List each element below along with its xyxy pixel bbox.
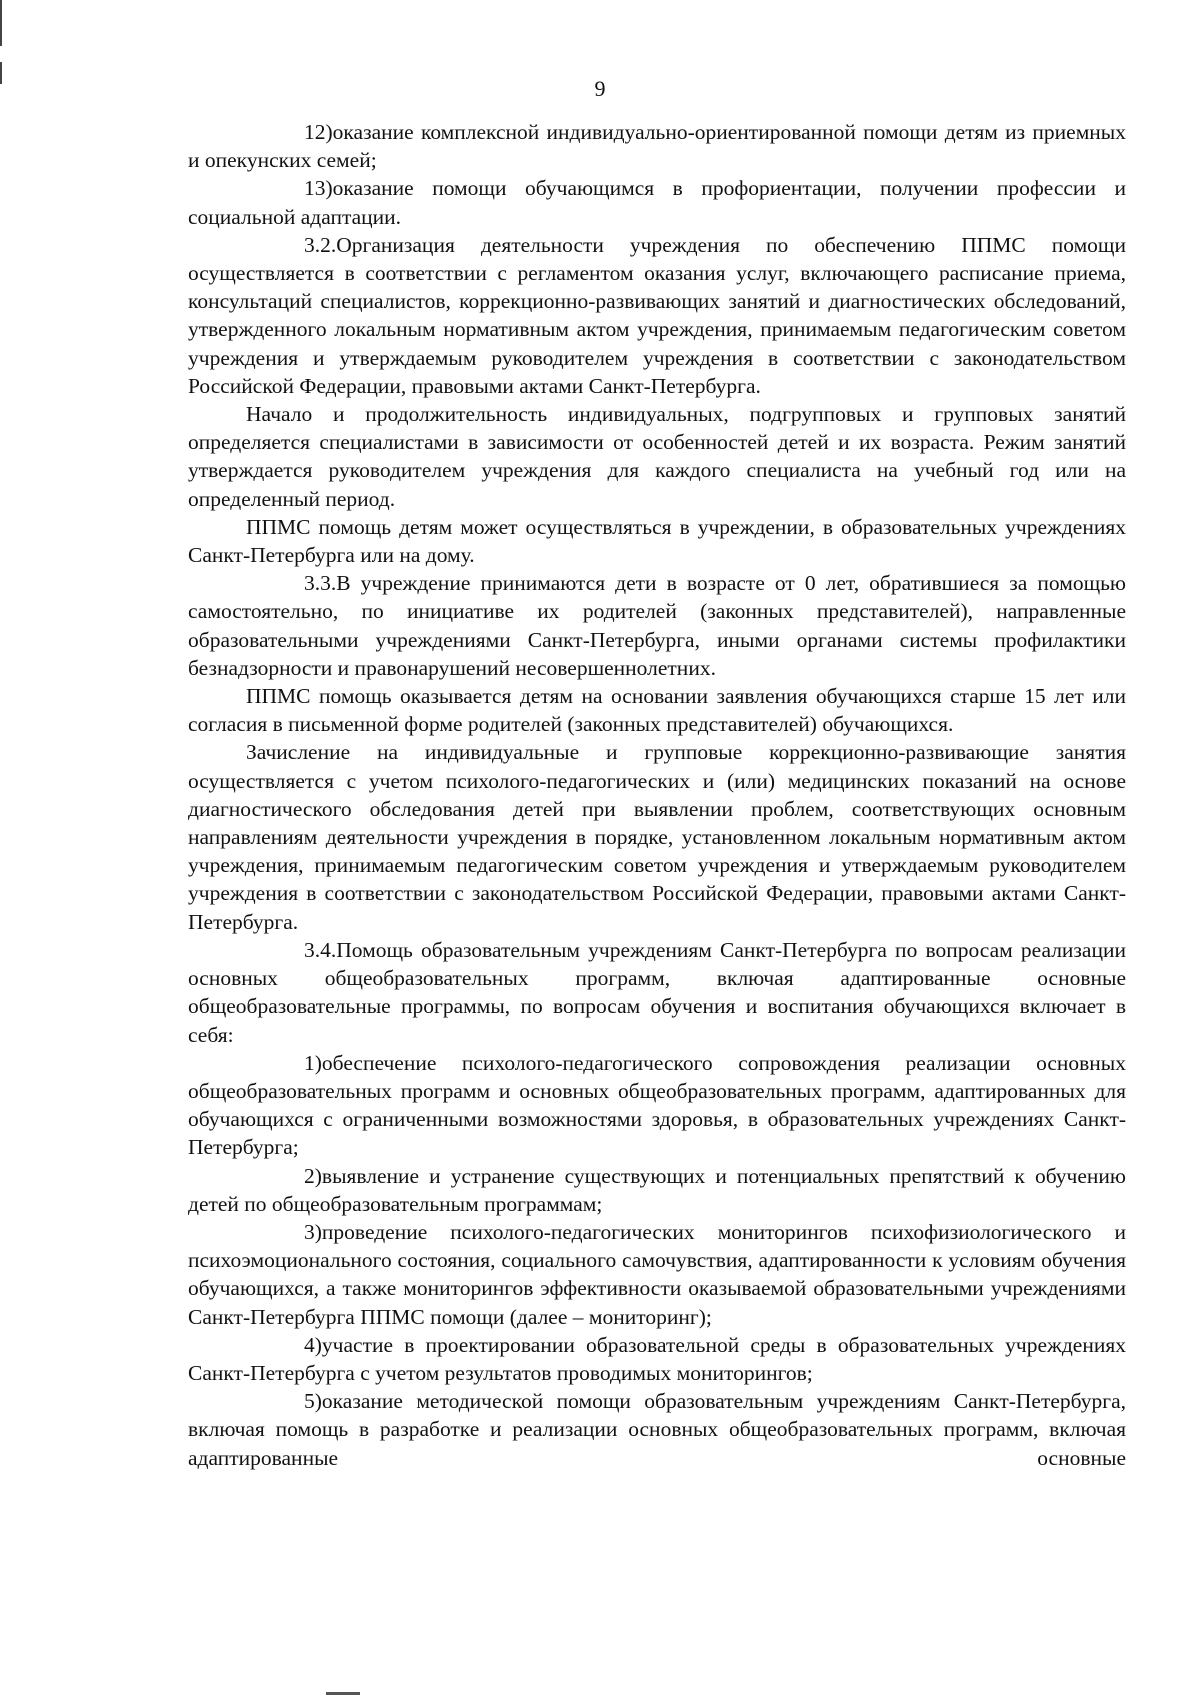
page-number: 9 <box>594 76 606 101</box>
paragraph-text: Начало и продолжительность индивидуальных, подгрупповых и групповых занятий определяется специалистами в зависимости от особенностей детей и их возраста. Режим занятий утверждается руководителем учреждения для каждого специалиста на учебный год или на определенный период. <box>188 402 1126 511</box>
paragraph-text: участие в проектировании образовательной среды в образовательных учреждениях Санкт-Петербурга с учетом результатов проводимых мониторингов; <box>188 1332 1126 1385</box>
item-number: 1) <box>304 1050 322 1075</box>
paragraph-section-3-4 <box>188 936 1126 1049</box>
item-number: 3) <box>304 1219 322 1244</box>
paragraph-text: Помощь образовательным учреждениям Санкт-Петербурга по вопросам реализации основных общеобразовательных программ, включая адаптированные основные общеобразовательные программы, по вопросам обучения и воспитания обучающихся включает в себя: <box>188 937 1126 1047</box>
paragraph-text: В учреждение принимаются дети в возрасте от 0 лет, обратившиеся за помощью самостоятельно, по инициативе их родителей (законных представителей), направленные образовательными учреждениями Санкт-Петербурга, иными органами системы профилактики безнадзорности и правонарушений несовершеннолетних. <box>188 571 1126 680</box>
paragraph-text: ППМС помощь оказывается детям на основании заявления обучающихся старше 15 лет или согласия в письменной форме родителей (законных представителей) обучающихся. <box>188 684 1126 737</box>
paragraph-locations <box>188 513 1126 569</box>
paragraph-text: оказание комплексной индивидуально-ориентированной помощи детям из приемных и опекунских семей; <box>188 120 1126 173</box>
paragraph-section-3-3 <box>188 569 1126 682</box>
paragraph-item-1 <box>188 1049 1126 1162</box>
section-number: 3.2. <box>304 232 337 257</box>
paragraph-enrollment <box>188 738 1126 935</box>
scan-edge-mark <box>326 1692 360 1695</box>
paragraph-item-5 <box>188 1387 1126 1472</box>
section-number: 3.4. <box>304 937 337 962</box>
paragraph-text: выявление и устранение существующих и потенциальных препятствий к обучению детей по общеобразовательным программам; <box>188 1163 1126 1216</box>
paragraph-text: Организация деятельности учреждения по обеспечению ППМС помощи осуществляется в соответствии с регламентом оказания услуг, включающего расписание приема, консультаций специалистов, коррекционно-развивающих занятий и диагностических обследований, утвержденного локальным нормативным актом учреждения, принимаемым педагогическим советом учреждения и утверждаемым руководителем учреждения в соответствии с законодательством Российской Федерации, правовыми актами Санкт-Петербурга. <box>188 232 1126 398</box>
paragraph-text: Зачисление на индивидуальные и групповые коррекционно-развивающие занятия осуществляется с учетом психолого-педагогических и (или) медицинских показаний на основе диагностического обследования детей при выявлении проблем, соответствующих основным направлениям деятельности учреждения в порядке, установленном локальным нормативным актом учреждения, принимаемым педагогическим советом учреждения и утверждаемым руководителем учреждения в соответствии с законодательством Российской Федерации, правовыми актами Санкт-Петербурга. <box>188 740 1126 934</box>
paragraph-item-4 <box>188 1331 1126 1387</box>
paragraph-item-13 <box>188 174 1126 230</box>
paragraph-section-3-2 <box>188 231 1126 400</box>
paragraph-item-2 <box>188 1162 1126 1218</box>
section-number: 3.3. <box>304 571 337 596</box>
item-number: 2) <box>304 1163 322 1188</box>
item-number: 12) <box>304 120 333 144</box>
item-number: 13) <box>304 176 333 201</box>
paragraph-text: проведение психолого-педагогических мониторингов психофизиологического и психоэмоционального состояния, социального самочувствия, адаптированности к условиям обучения обучающихся, а также мониторингов эффективности оказываемой образовательными учреждениями Санкт-Петербурга ППМС помощи (далее – мониторинг); <box>188 1219 1126 1329</box>
paragraph-text: ППМС помощь детям может осуществляться в учреждении, в образовательных учреждениях Санкт-Петербурга или на дому. <box>188 514 1126 568</box>
paragraph-text: оказание помощи обучающимся в профориентации, получении профессии и социальной адаптации. <box>188 176 1126 229</box>
item-number: 4) <box>304 1332 322 1357</box>
item-number: 5) <box>304 1389 322 1414</box>
paragraph-consent <box>188 682 1126 738</box>
paragraph-text: обеспечение психолого-педагогического сопровождения реализации основных общеобразовательных программ и основных общеобразовательных программ, адаптированных для обучающихся с ограниченными возможностями здоровья, в образовательных учреждениях Санкт-Петербурга; <box>188 1050 1126 1160</box>
document-body <box>188 118 1126 1472</box>
paragraph-text: оказание методической помощи образовательным учреждениям Санкт-Петербурга, включая помощь в разработке и реализации основных общеобразовательных программ, включая адаптированные основные <box>188 1389 1126 1470</box>
scan-edge-mark <box>0 0 2 46</box>
paragraph-schedule <box>188 400 1126 513</box>
paragraph-item-12 <box>188 118 1126 174</box>
paragraph-item-3 <box>188 1218 1126 1331</box>
